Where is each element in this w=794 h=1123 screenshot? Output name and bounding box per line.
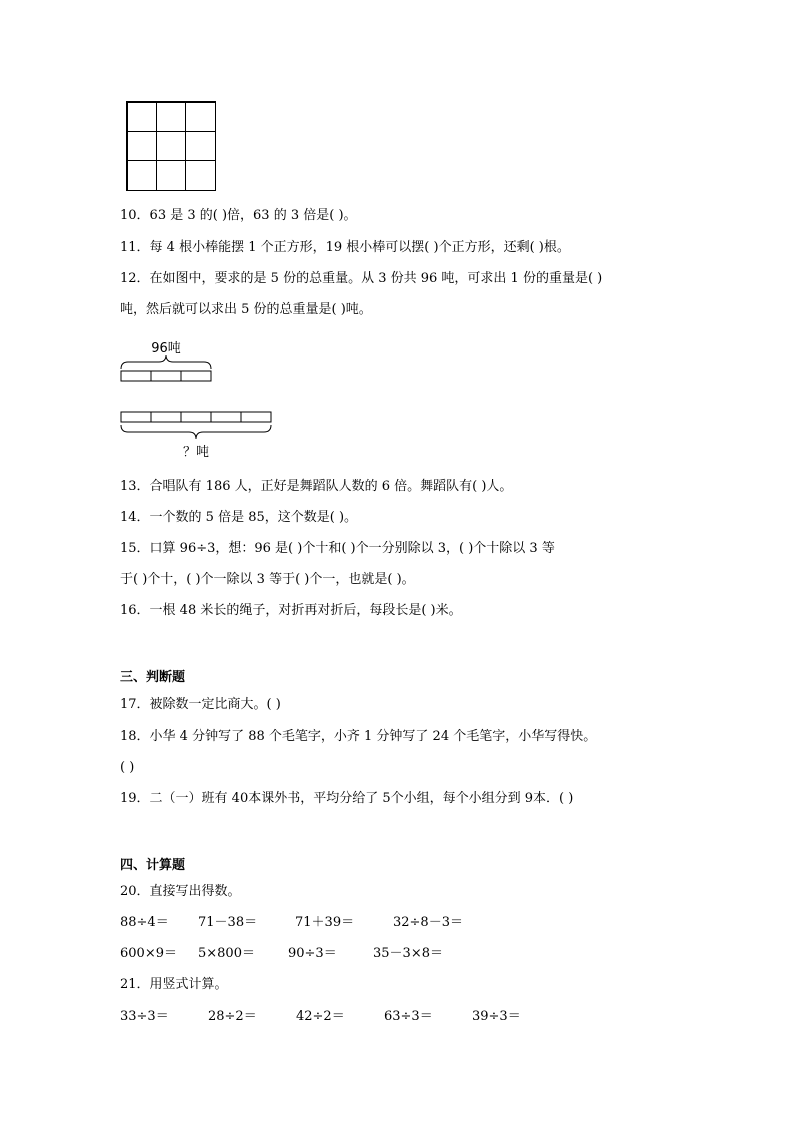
- question-20: 20．直接写出得数。: [120, 884, 241, 899]
- question-14: 14．一个数的 5 倍是 85，这个数是( )。: [120, 510, 358, 525]
- calc-item: 42÷2＝: [296, 1009, 345, 1024]
- section-calculation-title: 四、计算题: [120, 858, 186, 873]
- calc-item: 32÷8－3＝: [393, 915, 463, 930]
- calc-item: 88÷4＝: [120, 915, 169, 930]
- question-15-line1: 15．口算 96÷3，想：96 是( )个十和( )个一分别除以 3，( )个十除以 3 等: [120, 541, 555, 556]
- calc-item: 90÷3＝: [288, 946, 337, 961]
- question-21: 21．用竖式计算。: [120, 977, 228, 992]
- calc-item: 35－3×8＝: [373, 946, 443, 961]
- question-17: 17．被除数一定比商大。( ): [120, 697, 281, 712]
- calc-item: 33÷3＝: [120, 1009, 169, 1024]
- calc-item: 28÷2＝: [208, 1009, 257, 1024]
- question-18-answer: ( ): [120, 760, 135, 775]
- section-judgement-title: 三、判断题: [120, 670, 186, 685]
- calc-item: 5×800＝: [198, 946, 255, 961]
- question-16: 16．一根 48 米长的绳子，对折再对折后，每段长是( )米。: [120, 603, 462, 618]
- calc-item: 39÷3＝: [472, 1009, 521, 1024]
- question-19: 19．二（一）班有 40本课外书，平均分给了 5个小组，每个小组分到 9本．( ): [120, 791, 574, 806]
- question-12-line1: 12．在如图中，要求的是 5 份的总重量。从 3 份共 96 吨，可求出 1 份的重量是( ): [120, 271, 603, 286]
- calc-item: 71－38＝: [198, 915, 258, 930]
- question-15-line2: 于( )个十，( )个一除以 3 等于( )个一，也就是( )。: [120, 572, 415, 587]
- diagram-bottom-label: ？吨: [182, 445, 210, 460]
- diagram-top-label: 96吨: [151, 341, 181, 356]
- calc-item: 63÷3＝: [384, 1009, 433, 1024]
- calc-item: 600×9＝: [120, 946, 177, 961]
- question-11: 11．每 4 根小棒能摆 1 个正方形，19 根小棒可以摆( )个正方形，还剩( )根。: [120, 240, 570, 255]
- question-13: 13．合唱队有 186 人，正好是舞蹈队人数的 6 倍。舞蹈队有( )人。: [120, 479, 513, 494]
- question-12-line2: 吨，然后就可以求出 5 份的总重量是( )吨。: [120, 302, 372, 317]
- question-18: 18．小华 4 分钟写了 88 个毛笔字，小齐 1 分钟写了 24 个毛笔字，小华写得快。: [120, 729, 597, 744]
- question-10: 10．63 是 3 的( )倍，63 的 3 倍是( )。: [120, 208, 357, 223]
- calc-item: 71＋39＝: [295, 915, 355, 930]
